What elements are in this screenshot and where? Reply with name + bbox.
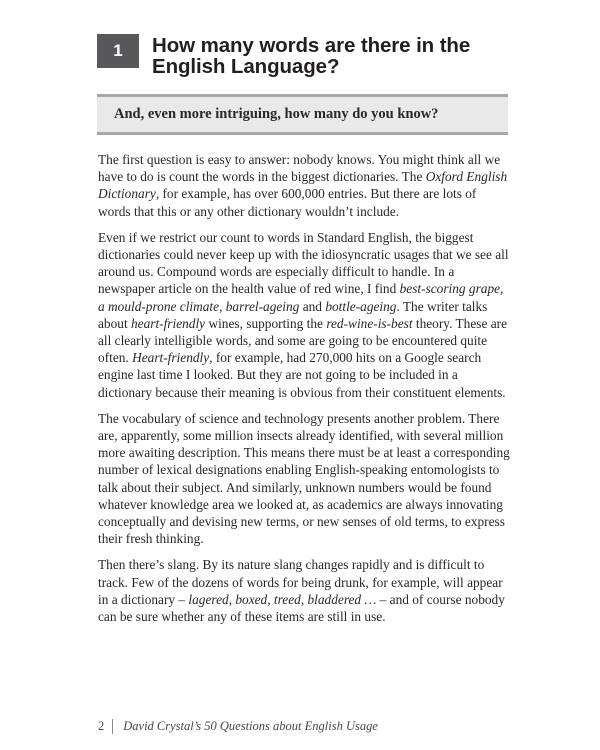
footer-separator	[112, 719, 113, 734]
paragraph-4: Then there’s slang. By its nature slang changes rapidly and is difficult to track. Few of the dozens of words for being drunk, for example, will appear in a dictionary – lagered, boxed, treed, bladdered … – and of course nobody can be sure whether any of these items are still in use.	[98, 557, 505, 625]
italic-term: Heart-friendly	[132, 350, 210, 366]
italic-term: bladdered …	[307, 591, 377, 607]
italic-term: a mould-prone climate	[98, 298, 220, 314]
chapter-subtitle: And, even more intriguing, how many do you know?	[114, 106, 439, 122]
page-footer	[98, 719, 378, 734]
italic-term: treed	[273, 591, 301, 607]
chapter-number-badge: 1	[97, 34, 139, 68]
italic-term: bottle-ageing	[325, 298, 397, 314]
italic-term: heart-friendly	[130, 315, 206, 331]
paragraph-1: The first question is easy to answer: nobody knows. You might think all we have to do is count the words in the biggest dictionaries. The Oxford English Dictionary, for example, has over 600,000 entries. But there are lots of words that this or any other dictionary wouldn’t include.	[98, 152, 508, 219]
running-book-title: David Crystal’s 50 Questions about English Usage	[123, 719, 378, 733]
italic-term: lagered	[188, 591, 229, 607]
italic-term: barrel-ageing	[225, 298, 300, 314]
chapter-title: How many words are there in the English Language?	[152, 34, 471, 78]
italic-term: best-scoring grape	[399, 281, 501, 297]
paragraph-3: The vocabulary of science and technology presents another problem. There are, apparently, some million insects already identified, with several million more awaiting description. This means there must be at least a corresponding number of lexical designations enabling English-speaking entomologists to talk about their subject. And similarly, unknown numbers would be found whatever knowledge area we looked at, as academics are always innovating conceptually and devising new terms, or new senses of old terms, to express their fresh thinking.	[98, 410, 510, 547]
paragraph-2: Even if we restrict our count to words in Standard English, the biggest dictionaries could never keep up with the idiosyncratic usages that we see all around us. Compound words are especially difficult to handle. In a newspaper article on the health value of red wine, I find best-scoring grape, a mould-prone climate, barrel-ageing and bottle-ageing. The writer talks about heart-friendly wines, supporting the red-wine-is-best theory. These are all clearly intelligible words, and some are going to be encountered quite often. Heart-friendly, for example, had 270,000 hits on a Google search engine last time I looked. But they are not going to be included in a dictionary because their meaning is obvious from their constituent elements.	[98, 229, 509, 400]
italic-term: Oxford English Dictionary	[98, 169, 508, 202]
chapter-header	[97, 34, 509, 86]
chapter-subtitle-band	[97, 94, 508, 135]
italic-term: boxed	[235, 591, 268, 607]
body-text	[98, 151, 510, 634]
page-number: 2	[98, 719, 105, 733]
italic-term: red-wine-is-best	[326, 315, 413, 331]
